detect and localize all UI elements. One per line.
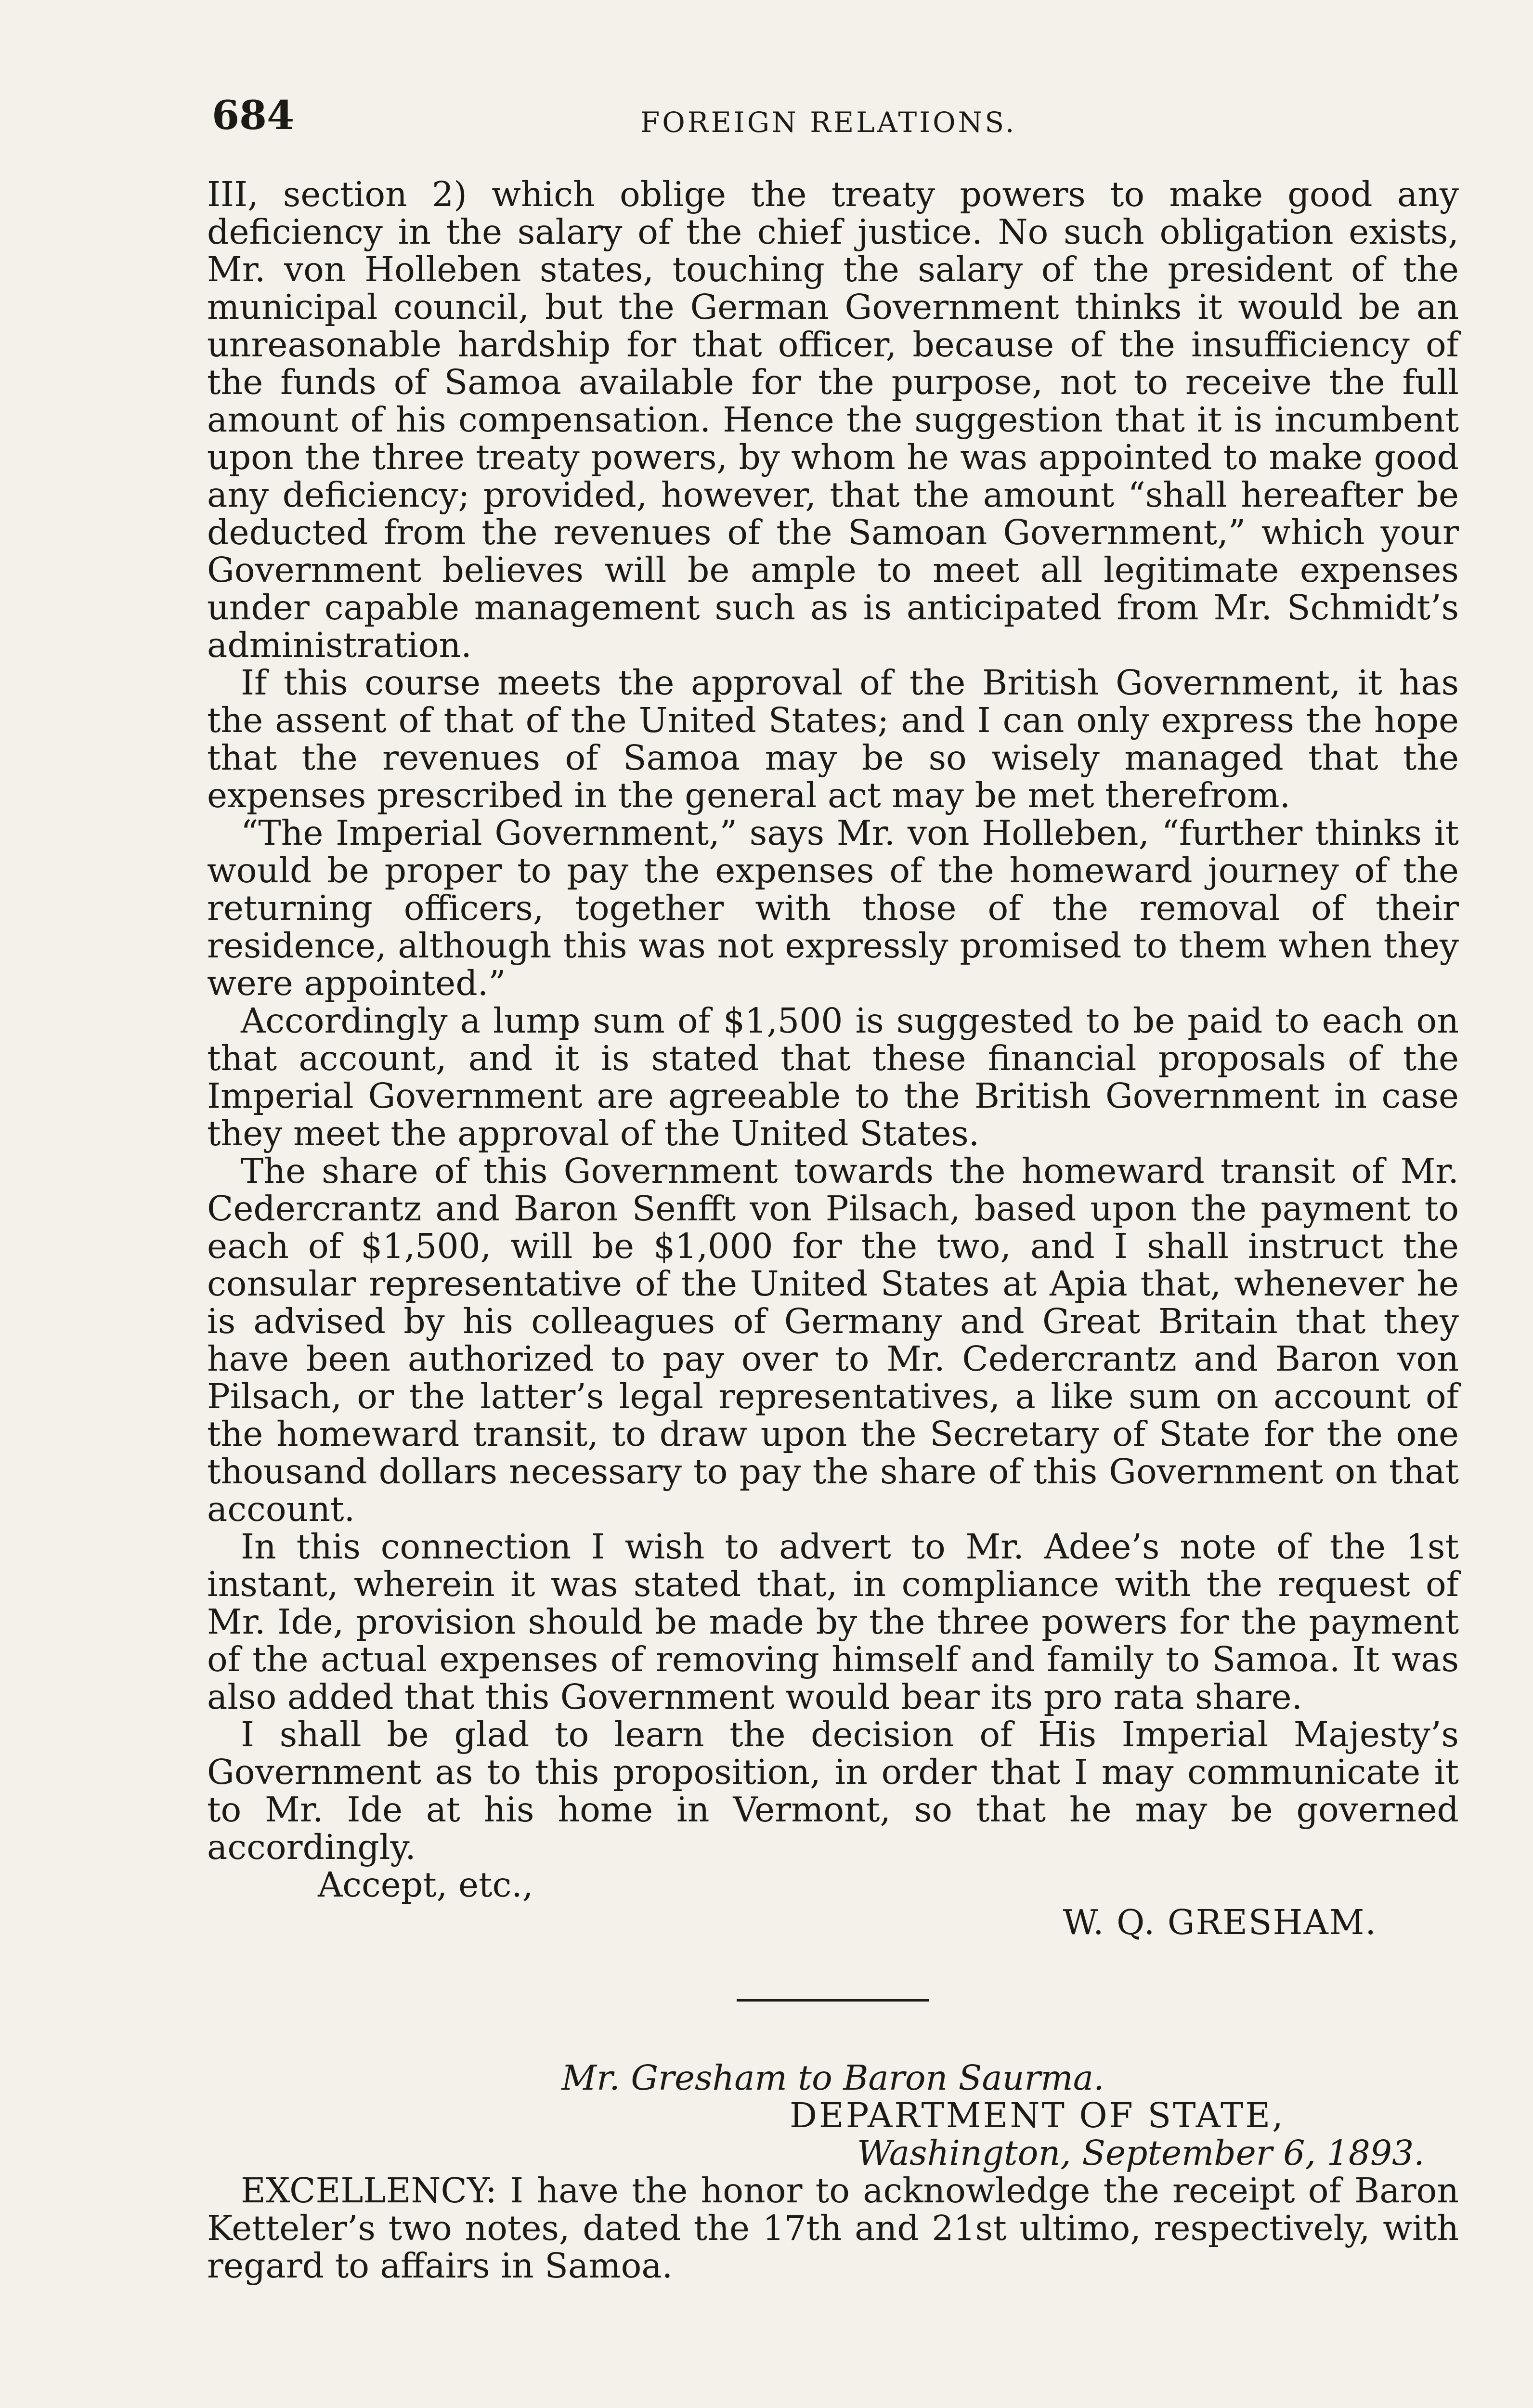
section-divider (737, 1999, 929, 2002)
department-line: DEPARTMENT OF STATE, (790, 2095, 1285, 2135)
paragraph-7: I shall be glad to learn the decision of His Imperial Majesty’s Government as to this proposition, in order that I may communicate it to Mr. Ide at his home in Vermont, so that he may be governed accordingly. (207, 1714, 1459, 1867)
page-header (212, 82, 1464, 149)
opening-text: I have the honor to acknowledge the receipt of Baron Ketteler’s two notes, dated the 17th and 21st ultimo, respectively, with regard to affairs in Samoa. (207, 2171, 1459, 2286)
paragraph-3: “The Imperial Government,” says Mr. von Holleben, “further thinks it would be proper to pay the expenses of the homeward journey of the returning officers, together with those of the removal of their residence, although this was not expressly promised to them when they were appointed.” (207, 813, 1459, 1003)
paragraph-1: III, section 2) which oblige the treaty powers to make good any deficiency in the salary of the chief justice. No such obligation exists, Mr. von Holleben states, touching the salary of the president of the municipal council, but the German Government thinks it would be an unreasonable hardship for that officer, because of the insufficiency of the funds of Samoa available for the purpose, not to receive the full amount of his compensation. Hence the suggestion that it is incumbent upon the three treaty powers, by whom he was appointed to make good any deficiency; provided, however, that the amount “shall hereafter be deducted from the revenues of the Samoan Government,” which your Government believes will be ample to meet all legitimate expenses under capable management such as is anticipated from Mr. Schmidt’s administration. (207, 174, 1459, 665)
running-title: FOREIGN RELATIONS. (640, 106, 1017, 139)
closing-formula: Accept, etc., (318, 1865, 533, 1905)
paragraph-6: In this connection I wish to advert to Mr. Adee’s note of the 1st instant, wherein it was stated that, in compliance with the request of Mr. Ide, provision should be made by the three powers for the payment of the actual expenses of removing himself and family to Samoa. It was also added that this Government would bear its pro rata share. (207, 1527, 1459, 1717)
letter-body (207, 176, 1459, 2285)
paragraph-2: If this course meets the approval of the British Government, it has the assent of that of the United States; and I can only express the hope that the revenues of Samoa may be so wisely managed that the expenses prescribed in the general act may be met therefrom. (207, 663, 1459, 815)
paragraph-5: The share of this Government towards the homeward transit of Mr. Cedercrantz and Baron Senfft von Pilsach, based upon the payment to each of $1,500, will be $1,000 for the two, and I shall instruct the consular representative of the United States at Apia that, whenever he is advised by his colleagues of Germany and Great Britain that they have been authorized to pay over to Mr. Cedercrantz and Baron von Pilsach, or the latter’s legal representatives, a like sum on account of the homeward transit, to draw upon the Secretary of State for the one thousand dollars necessary to pay the share of this Government on that account. (207, 1151, 1459, 1529)
page-number: 684 (212, 92, 295, 139)
paragraph-4: Accordingly a lump sum of $1,500 is suggested to be paid to each on that account, and it is stated that these financial proposals of the Imperial Government are agreeable to the British Government in case they meet the approval of the United States. (207, 1001, 1459, 1153)
place-date-line: Washington, September 6, 1893. (857, 2133, 1425, 2173)
next-letter-heading: Mr. Gresham to Baron Saurma. (561, 2058, 1104, 2098)
dateline (790, 2097, 1459, 2172)
salutation: EXCELLENCY: (241, 2171, 497, 2211)
next-letter-opening (207, 2172, 1459, 2285)
signature: W. Q. GRESHAM. (1063, 1902, 1377, 1942)
